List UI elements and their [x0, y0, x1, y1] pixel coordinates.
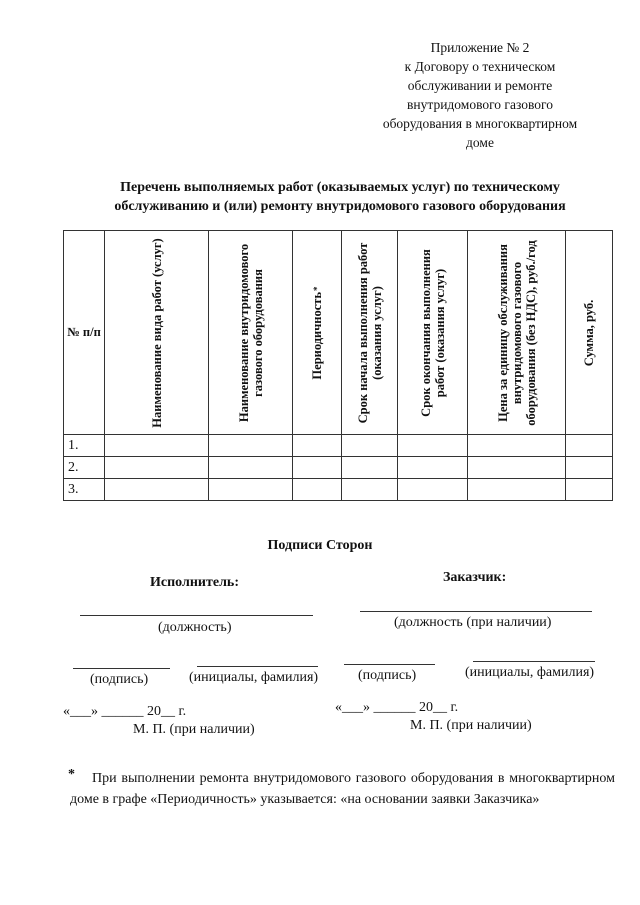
executor-name-line	[197, 666, 318, 667]
customer-position-line	[360, 611, 592, 612]
table-cell	[398, 457, 468, 479]
appendix-line: внутридомового газового	[407, 97, 553, 112]
appendix-line: обслуживании и ремонте	[407, 78, 553, 93]
column-header-periodicity-wrap	[310, 235, 324, 430]
column-header-label: № п/п	[67, 325, 101, 339]
table-cell	[293, 435, 342, 457]
table-cell	[209, 479, 293, 501]
footnote-text: При выполнении ремонта внутридомового газового оборудования в многоквартирном доме в графе «Периодичность» указывается: «на основании заявки Заказчика»	[70, 771, 615, 807]
customer-signature-caption: (подпись)	[358, 668, 417, 683]
table-cell	[342, 457, 398, 479]
column-header-label: Цена за единицу обслуживания внутридомового газового оборудования (без НДС), руб./год	[495, 239, 538, 426]
table-cell	[468, 457, 566, 479]
customer-label: Заказчик:	[443, 570, 507, 585]
row-number: 1.	[64, 435, 105, 457]
footnote	[70, 768, 615, 810]
document-title	[60, 178, 620, 216]
table-cell	[342, 435, 398, 457]
customer-date: «___» ______ 20__ г.	[335, 700, 459, 715]
signatures-title: Подписи Сторон	[267, 538, 373, 553]
table-row	[64, 479, 613, 501]
table-cell	[468, 435, 566, 457]
table-row	[64, 457, 613, 479]
table-cell	[468, 479, 566, 501]
table-cell	[105, 457, 209, 479]
customer-signature-line	[344, 664, 435, 665]
column-header-sum	[566, 231, 613, 435]
appendix-line: доме	[466, 135, 494, 150]
row-number: 3.	[64, 479, 105, 501]
customer-stamp: М. П. (при наличии)	[410, 718, 532, 733]
table-cell	[105, 479, 209, 501]
column-header-label: Сумма, руб.	[582, 299, 596, 366]
footnote-mark: *	[312, 285, 322, 291]
title-line-2: обслуживанию и (или) ремонту внутридомового газового оборудования	[114, 199, 566, 214]
column-header-unit-price	[468, 231, 566, 435]
executor-name-caption: (инициалы, фамилия)	[189, 670, 319, 685]
row-number: 2.	[64, 457, 105, 479]
column-header-label: Наименование вида работ (услуг)	[149, 237, 164, 428]
table-cell	[105, 435, 209, 457]
column-header-label: Срок начала выполнения работ (оказания услуг)	[355, 242, 384, 423]
table-cell	[293, 457, 342, 479]
table-cell	[342, 479, 398, 501]
column-header-label: Периодичность	[310, 291, 324, 380]
column-header-work-type	[105, 231, 209, 435]
column-header-end-date	[398, 231, 468, 435]
table-cell	[209, 457, 293, 479]
column-header-number	[64, 231, 105, 435]
footnote-mark: *	[68, 767, 75, 782]
column-header-equipment	[209, 231, 293, 435]
appendix-line: к Договору о техническом	[404, 59, 556, 74]
table-cell	[566, 479, 613, 501]
customer-name-line	[473, 661, 595, 662]
title-line-1: Перечень выполняемых работ (оказываемых услуг) по техническому	[120, 180, 560, 195]
appendix-line: оборудования в многоквартирном	[382, 116, 578, 131]
table-cell	[209, 435, 293, 457]
table-row	[64, 435, 613, 457]
customer-name-caption: (инициалы, фамилия)	[465, 665, 595, 680]
executor-label: Исполнитель:	[150, 575, 239, 590]
table-cell	[566, 435, 613, 457]
table-cell	[293, 479, 342, 501]
table-cell	[398, 435, 468, 457]
executor-position-line	[80, 615, 313, 616]
executor-signature-line	[73, 668, 170, 669]
appendix-header	[380, 38, 580, 152]
executor-stamp: М. П. (при наличии)	[133, 722, 255, 737]
works-table	[63, 230, 613, 501]
table-header-row	[64, 231, 613, 435]
appendix-line: Приложение № 2	[430, 40, 530, 55]
column-header-periodicity	[293, 231, 342, 435]
column-header-start-date	[342, 231, 398, 435]
table-cell	[398, 479, 468, 501]
customer-position-caption: (должность (при наличии)	[394, 615, 552, 630]
executor-date: «___» ______ 20__ г.	[63, 704, 187, 719]
column-header-label: Наименование внутридомового газового оборудования	[236, 243, 265, 422]
column-header-label: Срок окончания выполнения работ (оказания услуг)	[418, 248, 447, 417]
executor-position-caption: (должность)	[158, 620, 232, 635]
executor-signature-caption: (подпись)	[90, 672, 149, 687]
table-cell	[566, 457, 613, 479]
